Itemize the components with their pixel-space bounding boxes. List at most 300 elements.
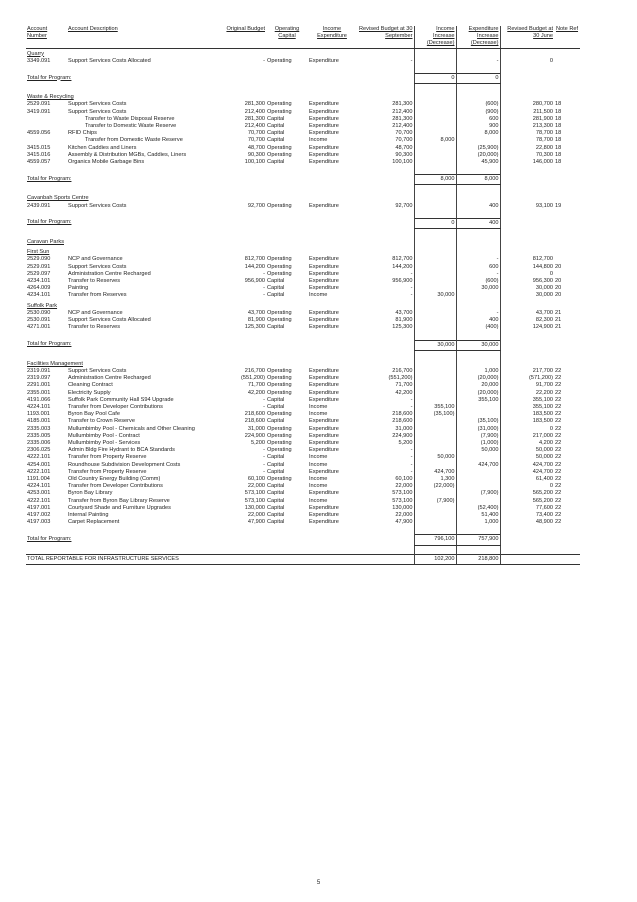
account-description: Support Services Costs — [68, 108, 127, 115]
expenditure-change: (35,100) — [456, 418, 500, 425]
income-expenditure: Expenditure — [309, 447, 339, 454]
income-change — [414, 512, 456, 519]
grand-total-label: TOTAL REPORTABLE FOR INFRASTRUCTURE SERVICES — [26, 554, 414, 564]
income-change — [414, 152, 456, 159]
operating-capital: Operating — [267, 57, 292, 64]
revised-budget-june: 183,500 — [532, 418, 553, 425]
note-ref: 22 — [555, 511, 562, 518]
empty-cell — [500, 229, 554, 238]
original-budget: 144,200 — [244, 263, 265, 270]
revised-budget: 81,900 — [395, 317, 413, 324]
original-budget: 90,300 — [247, 151, 265, 158]
operating-capital: Capital — [267, 454, 285, 461]
account-number: 3415.015 — [27, 144, 51, 151]
original-budget: 812,700 — [244, 256, 265, 263]
empty-cell — [456, 185, 500, 194]
original-budget: 216,700 — [244, 367, 265, 374]
original-budget: 224,900 — [244, 432, 265, 439]
empty-cell — [500, 359, 554, 368]
income-change: (7,900) — [414, 498, 456, 505]
operating-capital: Operating — [267, 475, 292, 482]
empty-cell — [67, 84, 222, 93]
revised-budget-june: 0 — [549, 425, 553, 432]
note-ref: 18 — [555, 130, 562, 137]
expenditure-change: 1,000 — [456, 519, 500, 526]
header-account-number: Account Number — [26, 26, 67, 48]
empty-cell — [500, 48, 554, 58]
expenditure-change — [456, 411, 500, 418]
income-expenditure: Expenditure — [309, 159, 339, 166]
program-total-label: Total for Program: — [27, 74, 72, 81]
table-row — [26, 426, 580, 433]
note-ref: 22 — [555, 497, 562, 504]
empty-cell — [266, 545, 308, 554]
revised-budget-june: 91,700 — [535, 382, 553, 389]
account-number: 2439.091 — [27, 202, 51, 209]
note-ref: 22 — [555, 432, 562, 439]
empty-cell — [308, 229, 356, 238]
account-description: Transfer from Developer Contributions — [68, 483, 163, 490]
program-total-income: 796,100 — [414, 535, 456, 545]
account-description: RFID Chips — [68, 130, 97, 137]
income-change — [414, 264, 456, 271]
revised-budget-june: 424,700 — [532, 468, 553, 475]
empty-cell — [414, 300, 456, 310]
income-expenditure: Expenditure — [309, 367, 339, 374]
operating-capital: Capital — [267, 403, 285, 410]
account-number: 2319.091 — [27, 367, 51, 374]
note-ref: 22 — [555, 447, 562, 454]
original-budget: 47,900 — [247, 519, 265, 526]
income-expenditure: Expenditure — [309, 425, 339, 432]
account-number: 4254.001 — [27, 461, 51, 468]
expenditure-change: (20,000) — [456, 390, 500, 397]
empty-cell — [456, 300, 500, 310]
revised-budget: - — [410, 292, 413, 299]
operating-capital: Capital — [267, 278, 285, 285]
operating-capital: Operating — [267, 411, 292, 418]
account-number: 4234.101 — [27, 278, 51, 285]
account-number: 4197.001 — [27, 504, 51, 511]
account-description: Support Services Costs — [68, 263, 127, 270]
revised-budget: 70,700 — [395, 130, 413, 137]
account-description: Electricity Supply — [68, 389, 111, 396]
group-title-row — [26, 300, 580, 310]
account-number: 2335.005 — [27, 432, 51, 439]
empty-cell — [356, 526, 414, 535]
revised-budget: 218,600 — [392, 411, 413, 418]
revised-budget-june: 30,000 — [535, 292, 553, 299]
empty-cell — [266, 332, 308, 341]
group-title-row — [26, 246, 580, 256]
empty-cell — [67, 210, 222, 219]
income-change — [414, 418, 456, 425]
original-budget: - — [263, 57, 265, 64]
revised-budget: 31,000 — [395, 425, 413, 432]
empty-cell — [266, 526, 308, 535]
income-change: (22,000) — [414, 483, 456, 490]
original-budget: 42,200 — [247, 389, 265, 396]
operating-capital: Capital — [267, 497, 285, 504]
revised-budget-june: 812,700 — [532, 256, 553, 263]
original-budget: 212,400 — [244, 108, 265, 115]
section-title: Facilities Management — [27, 360, 83, 367]
empty-cell — [500, 332, 554, 341]
table-row — [26, 278, 580, 285]
empty-cell — [554, 65, 580, 74]
empty-cell — [500, 166, 554, 175]
account-number: 4559.056 — [27, 130, 51, 137]
empty-cell — [266, 210, 308, 219]
account-number: 2530.090 — [27, 309, 51, 316]
empty-cell — [26, 332, 67, 341]
revised-budget-june: 281,900 — [532, 115, 553, 122]
revised-budget-june: 355,100 — [532, 403, 553, 410]
revised-budget-june: 73,400 — [535, 511, 553, 518]
empty-cell — [67, 166, 222, 175]
income-expenditure: Expenditure — [309, 270, 339, 277]
income-expenditure: Expenditure — [309, 317, 339, 324]
account-number: 4222.101 — [27, 468, 51, 475]
original-budget: - — [263, 447, 265, 454]
note-ref: 22 — [555, 490, 562, 497]
income-expenditure: Expenditure — [309, 144, 339, 151]
account-description: Support Services Costs Allocated — [68, 317, 151, 324]
income-change — [414, 426, 456, 433]
note-ref: 22 — [555, 382, 562, 389]
income-change — [414, 462, 456, 469]
expenditure-change — [456, 137, 500, 144]
operating-capital: Capital — [267, 461, 285, 468]
empty-cell — [266, 185, 308, 194]
account-description: Transfer to Reserves — [68, 324, 121, 331]
empty-cell — [26, 350, 67, 359]
empty-cell — [414, 246, 456, 256]
empty-cell — [26, 84, 67, 93]
income-change — [414, 317, 456, 324]
empty-cell — [67, 185, 222, 194]
expenditure-change — [456, 292, 500, 299]
account-description: Transfer from Developer Contributions — [68, 403, 163, 410]
empty-cell — [554, 545, 580, 554]
header-original-budget: Original Budget — [222, 26, 266, 48]
revised-budget: - — [410, 447, 413, 454]
page-number: 5 — [316, 880, 321, 886]
operating-capital: Operating — [267, 425, 292, 432]
empty-cell — [500, 246, 554, 256]
revised-budget: 60,100 — [395, 475, 413, 482]
income-expenditure: Income — [309, 411, 328, 418]
revised-budget: 48,700 — [395, 144, 413, 151]
income-change — [414, 519, 456, 526]
program-total-label: Total for Program: — [27, 219, 72, 226]
account-number: 2529.090 — [27, 256, 51, 263]
table-row — [26, 159, 580, 166]
account-description: Transfer to Waste Disposal Reserve — [85, 115, 175, 122]
empty-cell — [308, 65, 356, 74]
revised-budget-june: 82,300 — [535, 317, 553, 324]
operating-capital: Capital — [267, 511, 285, 518]
account-number: 4234.101 — [27, 292, 51, 299]
account-number: 4197.003 — [27, 519, 51, 526]
empty-cell — [414, 193, 456, 202]
empty-cell — [500, 185, 554, 194]
income-expenditure: Expenditure — [309, 468, 339, 475]
program-total-income: 30,000 — [414, 340, 456, 350]
empty-cell — [26, 65, 67, 74]
operating-capital: Capital — [267, 490, 285, 497]
revised-budget-june: 217,000 — [532, 432, 553, 439]
account-description: Admin Bldg Fire Hydrant to BCA Standards — [68, 447, 175, 454]
note-ref — [554, 58, 580, 65]
empty-cell — [500, 545, 554, 554]
note-ref: 22 — [555, 389, 562, 396]
expenditure-change: 1,000 — [456, 368, 500, 375]
revised-budget-june: 0 — [549, 483, 553, 490]
revised-budget: 216,700 — [392, 367, 413, 374]
empty-cell — [266, 84, 308, 93]
income-expenditure: Expenditure — [309, 418, 339, 425]
operating-capital: Operating — [267, 144, 292, 151]
revised-budget-june: 144,800 — [532, 263, 553, 270]
note-ref — [554, 256, 580, 263]
revised-budget-june: 0 — [549, 57, 553, 64]
revised-budget-june: 565,200 — [532, 490, 553, 497]
original-budget: 281,300 — [244, 101, 265, 108]
account-description: Carpet Replacement — [68, 519, 120, 526]
account-number — [26, 123, 67, 130]
empty-cell — [222, 545, 266, 554]
empty-cell — [456, 92, 500, 101]
income-change — [414, 447, 456, 454]
empty-cell — [554, 74, 580, 84]
empty-cell — [554, 218, 580, 228]
expenditure-change — [456, 404, 500, 411]
note-ref: 22 — [555, 475, 562, 482]
expenditure-change: 424,700 — [456, 462, 500, 469]
original-budget: 22,000 — [247, 483, 265, 490]
empty-cell — [308, 185, 356, 194]
revised-budget: 92,700 — [395, 202, 413, 209]
income-change — [414, 310, 456, 317]
empty-cell — [500, 210, 554, 219]
table-row — [26, 285, 580, 292]
empty-cell — [554, 237, 580, 246]
account-number: 4264.009 — [27, 285, 51, 292]
note-ref: 20 — [555, 285, 562, 292]
empty-cell — [266, 350, 308, 359]
income-expenditure: Income — [309, 403, 328, 410]
income-change: (35,100) — [414, 411, 456, 418]
account-description: Painting — [68, 285, 89, 292]
note-ref: 18 — [555, 144, 562, 151]
operating-capital: Operating — [267, 309, 292, 316]
income-expenditure: Income — [309, 483, 328, 490]
account-description: Support Services Costs — [68, 101, 127, 108]
original-budget: - — [263, 454, 265, 461]
empty-cell — [356, 84, 414, 93]
table-row — [26, 505, 580, 512]
income-expenditure: Expenditure — [309, 490, 339, 497]
header-revised-budget: Revised Budget at 30 September — [356, 26, 414, 48]
original-budget: (551,200) — [241, 375, 265, 382]
empty-cell — [414, 237, 456, 246]
empty-cell — [414, 359, 456, 368]
account-description: Byron Bay Library — [68, 490, 113, 497]
account-number: 2530.091 — [27, 317, 51, 324]
program-total-expenditure: 0 — [456, 74, 500, 84]
table-row — [26, 462, 580, 469]
empty-cell — [414, 350, 456, 359]
operating-capital: Capital — [267, 292, 285, 299]
revised-budget: 812,700 — [392, 256, 413, 263]
expenditure-change: 30,000 — [456, 285, 500, 292]
spacer-row — [26, 65, 580, 74]
section-title-row — [26, 237, 580, 246]
income-change — [414, 324, 456, 331]
empty-cell — [554, 526, 580, 535]
empty-cell — [308, 84, 356, 93]
income-expenditure: Expenditure — [309, 151, 339, 158]
note-ref: 22 — [555, 396, 562, 403]
program-total-expenditure: 30,000 — [456, 340, 500, 350]
income-change — [414, 505, 456, 512]
income-expenditure: Expenditure — [309, 382, 339, 389]
revised-budget-june: 50,000 — [535, 454, 553, 461]
empty-cell — [222, 526, 266, 535]
revised-budget-june: 48,900 — [535, 519, 553, 526]
empty-cell — [554, 554, 580, 564]
account-number: 3419.091 — [27, 108, 51, 115]
empty-cell — [414, 166, 456, 175]
empty-cell — [222, 350, 266, 359]
empty-cell — [414, 92, 456, 101]
program-total-row — [26, 218, 580, 228]
table-row — [26, 101, 580, 108]
empty-cell — [67, 332, 222, 341]
revised-budget: 130,000 — [392, 504, 413, 511]
expenditure-change — [456, 454, 500, 461]
table-row — [26, 454, 580, 461]
account-description: Support Services Costs — [68, 202, 127, 209]
empty-cell — [500, 84, 554, 93]
expenditure-change — [456, 469, 500, 476]
original-budget: 70,700 — [247, 137, 265, 144]
original-budget: 573,100 — [244, 490, 265, 497]
expenditure-change: 400 — [456, 203, 500, 210]
operating-capital: Operating — [267, 447, 292, 454]
grand-total-income: 102,200 — [414, 554, 456, 564]
account-number: 4197.002 — [27, 511, 51, 518]
empty-cell — [554, 166, 580, 175]
spacer-row — [26, 229, 580, 238]
table-body — [26, 48, 580, 564]
empty-cell — [414, 65, 456, 74]
header-revised-budget-june: Revised Budget at 30 June — [500, 26, 554, 48]
group-title: Suffolk Park — [27, 302, 58, 309]
revised-budget-june: 0 — [549, 270, 553, 277]
income-change — [414, 58, 456, 65]
expenditure-change: (900) — [456, 109, 500, 116]
income-change — [414, 116, 456, 123]
empty-cell — [414, 526, 456, 535]
account-description: Transfer from Property Reserve — [68, 454, 147, 461]
operating-capital: Capital — [267, 115, 285, 122]
operating-capital: Capital — [267, 519, 285, 526]
empty-cell — [554, 84, 580, 93]
operating-capital: Operating — [267, 317, 292, 324]
table-row — [26, 469, 580, 476]
account-number: 4271.001 — [27, 324, 51, 331]
table-row — [26, 498, 580, 505]
table-row — [26, 203, 580, 210]
account-number — [26, 137, 67, 144]
revised-budget-june: 77,600 — [535, 504, 553, 511]
empty-cell — [26, 166, 67, 175]
account-number: 2335.006 — [27, 439, 51, 446]
note-ref: 22 — [555, 367, 562, 374]
revised-budget: 573,100 — [392, 490, 413, 497]
empty-cell — [414, 332, 456, 341]
section-title-row — [26, 92, 580, 101]
empty-cell — [500, 300, 554, 310]
grand-total-expenditure: 218,800 — [456, 554, 500, 564]
operating-capital: Operating — [267, 263, 292, 270]
empty-cell — [554, 193, 580, 202]
empty-cell — [414, 185, 456, 194]
program-total-expenditure: 400 — [456, 218, 500, 228]
income-expenditure: Income — [309, 454, 328, 461]
income-expenditure: Income — [309, 292, 328, 299]
income-expenditure: Expenditure — [309, 202, 339, 209]
account-number: 3415.016 — [27, 151, 51, 158]
empty-cell — [266, 166, 308, 175]
expenditure-change: 8,000 — [456, 130, 500, 137]
operating-capital: Operating — [267, 382, 292, 389]
account-description: Transfer from Domestic Waste Reserve — [85, 137, 183, 144]
section-title: Caravan Parks — [27, 239, 64, 246]
table-row — [26, 375, 580, 382]
operating-capital: Operating — [267, 389, 292, 396]
note-ref: 20 — [555, 278, 562, 285]
empty-cell — [266, 229, 308, 238]
empty-cell — [456, 246, 500, 256]
original-budget: 956,900 — [244, 278, 265, 285]
table-row — [26, 490, 580, 497]
note-ref: 21 — [555, 309, 562, 316]
note-ref: 22 — [555, 418, 562, 425]
revised-budget-june: 146,000 — [532, 159, 553, 166]
account-description: Courtyard Shade and Furniture Upgrades — [68, 504, 171, 511]
operating-capital: Capital — [267, 137, 285, 144]
spacer-row — [26, 84, 580, 93]
empty-cell — [222, 332, 266, 341]
program-total-row — [26, 340, 580, 350]
header-note-ref: Note Ref — [554, 26, 580, 48]
program-total-expenditure: 757,900 — [456, 535, 500, 545]
note-ref: 22 — [555, 411, 562, 418]
empty-cell — [500, 65, 554, 74]
table-row — [26, 476, 580, 483]
expenditure-change: 51,400 — [456, 512, 500, 519]
table-row — [26, 390, 580, 397]
original-budget: 125,300 — [244, 324, 265, 331]
income-change: 355,100 — [414, 404, 456, 411]
account-description: Mullumbimby Pool - Services — [68, 439, 141, 446]
income-expenditure: Expenditure — [309, 375, 339, 382]
account-number: 4222.101 — [27, 497, 51, 504]
note-ref: 18 — [555, 115, 562, 122]
